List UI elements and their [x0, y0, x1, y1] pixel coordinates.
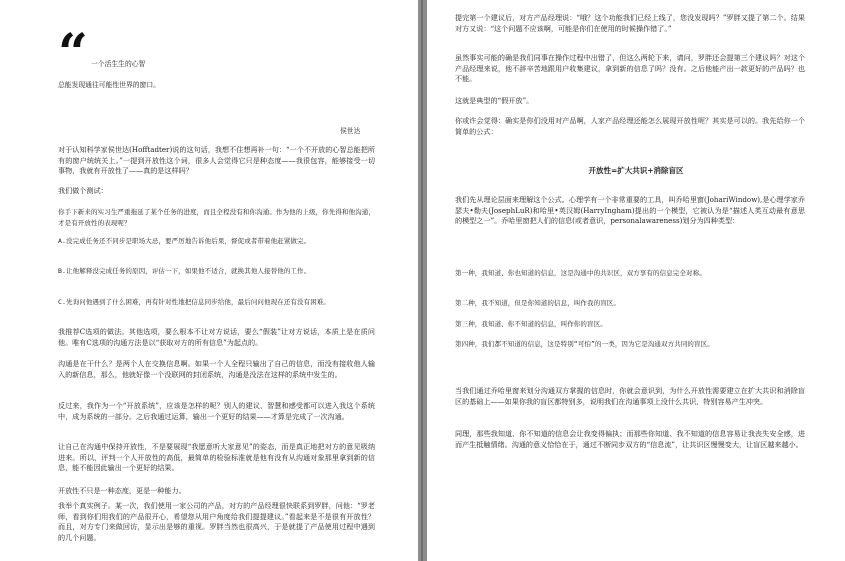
paragraph: 当我们通过乔哈里窗来划分沟通双方掌握的信息时，你就会意识到，为什么开放性需要建立在扩大共识和消除盲区的基础上——如果你我的盲区都特别多，说明我们在沟通事项上没什么共识，特别容易产生冲突。 [455, 386, 805, 406]
left-page [0, 0, 418, 561]
page-divider [421, 0, 423, 561]
option-a: A.没完成任务还不同步是职场大忌，要严厉地告诉他后果，督促或者带着他赶紧做完。 [58, 237, 311, 245]
test-scenario: 你手下新来的实习生严重拖延了某个任务的进度，而且全程没有和你沟通。作为他的上级，你先得和他沟通，才是有开放性的表现呢？ [58, 208, 375, 227]
paragraph: 虽然事实可能的确是我们同事在操作过程中出错了，但这么两轮下来，请问，罗胖还会提第三个建议吗？对这个产品经理来说，他不辞辛苦地跟用户收集建议，拿到新的信息了吗？没有。之后他能产出一款更好的产品吗？也不能。 [455, 53, 805, 84]
quadrant-1: 第一种，我知道、你也知道的信息，这是沟通中的共识区，双方享有的信息完全对称。 [455, 269, 706, 277]
johari-intro: 我们先从理论层面来理解这个公式。心理学有一个非常重要的工具，叫乔哈里窗(JohariWindow),是心理学家乔瑟夫•勒夫(JosephLuR)和哈里•英汉姆(HarryIngham)提出的一个模型，它被认为是“描述人类互动最有意思的模型之一”。乔哈里窗把人们的信息(或者意识，personalawareness)划分为四种类型： [455, 195, 805, 226]
paragraph: 提完第一个建议后，对方产品经理说：“哦？这个功能我们已经上线了，您没发现吗？”罗胖又提了第二个。结果对方又说：“这个问题不应该啊，可能是你们在使用的时候操作错了。” [455, 13, 805, 33]
paragraph: 我推荐C选项的做法。其他选项，要么根本不让对方说话，要么“假装”让对方说话，本质上是在质问他。唯有C选项的沟通方法是以“获取对方的所有信息”为起点的。 [58, 327, 375, 347]
paragraph: 我举个真实例子。某一次，我们使用一家公司的产品，对方的产品经理很快联系到罗胖，问他：“罗老师，看到你们用我们的产品很开心，希望您从用户角度给我们提提建议。”看起来是不是很有开放性？而且，对方专门来做回访，显示出是够的重视。罗胖当然也很高兴，于是就提了产品使用过程中遇到的几个问题。 [58, 501, 375, 542]
formula-heading: 开放性=扩大共识+消除盲区 [588, 166, 684, 175]
paragraph: 沟通是在干什么？是两个人在交换信息啊。如果一个人全程只输出了自己的信息，而没有接收他人输入的新信息，那么，他就好像一个没联网的封闭系统，沟通是没法在这样的系统中发生的。 [58, 359, 375, 379]
epigraph-author: 侯世达 [340, 127, 361, 135]
paragraph: 这就是典型的“假开放”。 [455, 96, 534, 105]
paragraph: 反过来，我作为一个“开放系统”，应该是怎样的呢？别人的建议、智慧和感受都可以进入我这个系统中，成为系统的一部分。之后我通过运算，输出一个更好的结果——才算是完成了一次沟通。 [58, 401, 375, 421]
quadrant-4: 第四种，我们都不知道的信息，这是特别“可怕”的一类，因为它是沟通双方共同的盲区。 [455, 340, 714, 348]
quote-mark-icon: “ [58, 23, 88, 84]
paragraph: 对于认知科学家侯世达(Hofftadter)说的这句话，我想不住想再补一句：“一个不开放的心智总能把所有的窗户统统关上。”一提到开放性这个词，很多人会觉得它只是种态度——我很包容，能够接受一切事物，我就有开放性了——真的是这样吗？ [58, 145, 375, 176]
right-page [427, 0, 845, 561]
option-b: B.让他解释没完成任务的原因，评估一下，如果他不适合，就换其他人接替他的工作。 [58, 267, 311, 275]
quadrant-2: 第二种，我不知道，但是你知道的信息，叫作我的盲区。 [455, 299, 620, 307]
paragraph: 同理，那些我知道、你不知道的信息会让我变得偏执；而那些你知道、我不知道的信息容易让我丧失安全感，进而产生抵触情绪。沟通的意义恰恰在于，通过不断同步双方的“信息流”，让共识区慢慢变大，让盲区越来越小。 [455, 429, 805, 449]
option-c: C.先询问他遇到了什么困难，再有针对性地把信息同步给他，最后问问他现在还有没有困难。 [58, 298, 331, 306]
quadrant-3: 第三种，我知道、你不知道的信息，叫作你的盲区。 [455, 320, 607, 328]
paragraph: 你或许会觉得：确实是你们没用对产品啊，人家产品经理还能怎么展现开放性呢？其实是可以的。我先给你一个简单的公式： [455, 116, 805, 136]
paragraph: 开放性不只是一种态度，更是一种能力。 [58, 486, 186, 495]
paragraph: 让自己在沟通中保持开放性，不是要展现“我愿意听大家意见”的姿态，而是真正地把对方的意见吸纳进来。所以，评判一个人开放性的高低，最简单的检验标准就是他有没有从沟通对象那里拿到新的信息，能不能因此输出一个更好的结果。 [58, 442, 375, 473]
epigraph-line-2: 总能发现通往可能性世界的窗口。 [58, 81, 160, 89]
paragraph: 我们做个测试： [58, 186, 108, 195]
epigraph-line-1: 一个活生生的心智 [91, 60, 146, 68]
